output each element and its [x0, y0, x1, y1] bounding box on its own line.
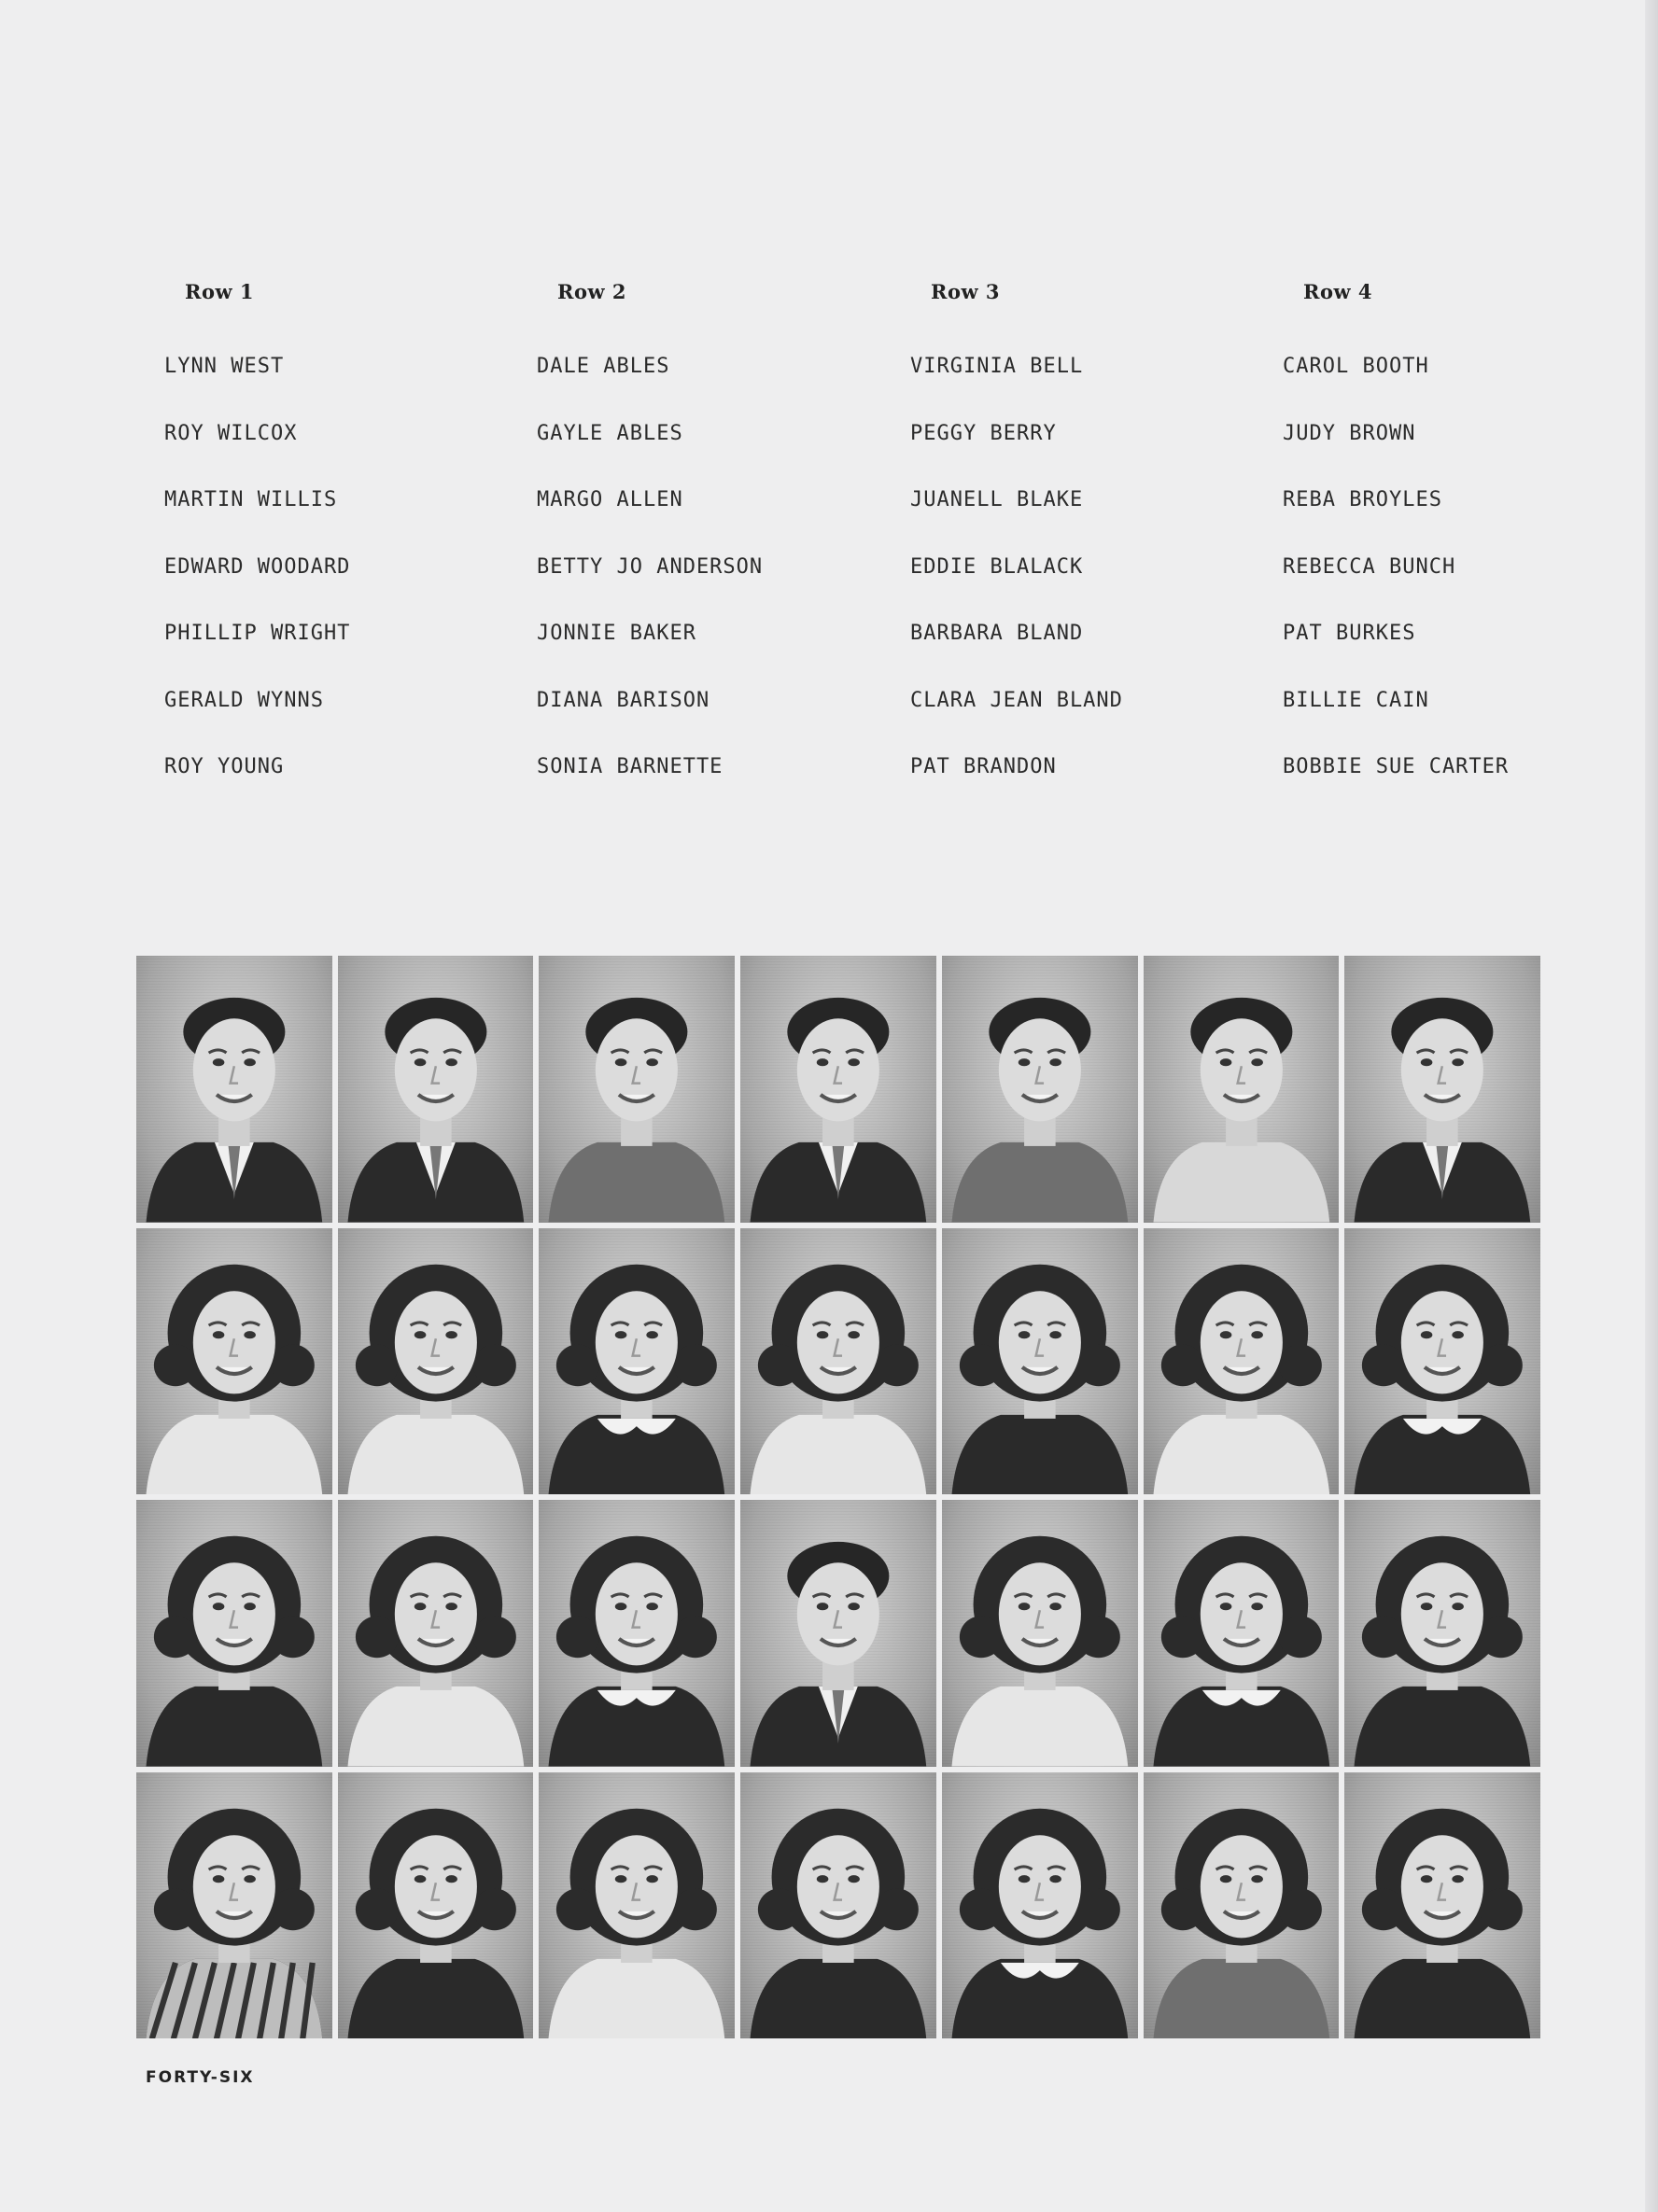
- portrait-silhouette: [1344, 956, 1540, 1223]
- student-name: ROY YOUNG: [164, 755, 285, 778]
- student-name: DALE ABLES: [537, 355, 670, 378]
- student-portrait: [942, 956, 1138, 1223]
- portrait-silhouette: [338, 1772, 534, 2039]
- student-portrait: [539, 1772, 735, 2039]
- student-portrait: [740, 1500, 936, 1767]
- portrait-silhouette: [942, 1500, 1138, 1767]
- student-name: DIANA BARISON: [537, 688, 710, 712]
- student-portrait: [338, 956, 534, 1223]
- student-portrait: [338, 1500, 534, 1767]
- portrait-grid: [136, 956, 1540, 2038]
- student-portrait: [942, 1500, 1138, 1767]
- portrait-silhouette: [942, 956, 1138, 1223]
- row-heading: Row 2: [557, 280, 626, 303]
- student-name: BARBARA BLAND: [910, 622, 1084, 645]
- student-portrait: [942, 1228, 1138, 1495]
- student-name: VIRGINIA BELL: [910, 355, 1084, 378]
- portrait-silhouette: [740, 1500, 936, 1767]
- portrait-silhouette: [1144, 1500, 1340, 1767]
- student-name: BOBBIE SUE CARTER: [1283, 755, 1510, 778]
- student-portrait: [136, 956, 332, 1223]
- portrait-silhouette: [539, 1228, 735, 1495]
- student-portrait: [539, 1228, 735, 1495]
- student-portrait: [338, 1228, 534, 1495]
- student-name: PEGGY BERRY: [910, 421, 1057, 445]
- student-portrait: [1344, 1500, 1540, 1767]
- student-portrait: [1344, 956, 1540, 1223]
- student-portrait: [539, 956, 735, 1223]
- student-portrait: [740, 1772, 936, 2039]
- student-name: ROY WILCOX: [164, 421, 298, 445]
- portrait-silhouette: [338, 956, 534, 1223]
- student-name: MARTIN WILLIS: [164, 488, 338, 511]
- student-portrait: [1344, 1228, 1540, 1495]
- student-portrait: [942, 1772, 1138, 2039]
- portrait-silhouette: [942, 1772, 1138, 2039]
- student-name: GAYLE ABLES: [537, 421, 683, 445]
- portrait-silhouette: [136, 956, 332, 1223]
- student-name: CAROL BOOTH: [1283, 355, 1429, 378]
- student-name: GERALD WYNNS: [164, 688, 324, 712]
- portrait-silhouette: [136, 1500, 332, 1767]
- portrait-silhouette: [136, 1772, 332, 2039]
- student-name: EDWARD WOODARD: [164, 554, 351, 579]
- page-number: FORTY-SIX: [146, 2068, 255, 2087]
- student-portrait: [338, 1772, 534, 2039]
- student-name: CLARA JEAN BLAND: [910, 688, 1123, 712]
- portrait-silhouette: [1344, 1228, 1540, 1495]
- student-name: PHILLIP WRIGHT: [164, 622, 351, 645]
- portrait-silhouette: [1344, 1772, 1540, 2039]
- student-portrait: [740, 1228, 936, 1495]
- student-name: LYNN WEST: [164, 355, 285, 378]
- student-portrait: [136, 1500, 332, 1767]
- portrait-silhouette: [338, 1500, 534, 1767]
- row-heading: Row 1: [185, 280, 254, 303]
- student-name: REBA BROYLES: [1283, 488, 1442, 511]
- student-name: JUDY BROWN: [1283, 421, 1416, 445]
- student-portrait: [1144, 1772, 1340, 2039]
- student-portrait: [136, 1772, 332, 2039]
- student-portrait: [1144, 1500, 1340, 1767]
- student-name: EDDIE BLALACK: [910, 554, 1084, 579]
- roster-list: [0, 0, 1658, 840]
- student-name: PAT BURKES: [1283, 622, 1416, 645]
- portrait-silhouette: [740, 1228, 936, 1495]
- portrait-silhouette: [942, 1228, 1138, 1495]
- student-name: MARGO ALLEN: [537, 488, 683, 511]
- portrait-silhouette: [136, 1228, 332, 1495]
- portrait-silhouette: [539, 1772, 735, 2039]
- portrait-silhouette: [740, 1772, 936, 2039]
- student-name: REBECCA BUNCH: [1283, 554, 1456, 579]
- student-portrait: [1344, 1772, 1540, 2039]
- student-name: JUANELL BLAKE: [910, 488, 1084, 511]
- student-portrait: [740, 956, 936, 1223]
- row-heading: Row 3: [931, 280, 1000, 303]
- portrait-silhouette: [1144, 1772, 1340, 2039]
- student-portrait: [539, 1500, 735, 1767]
- student-name: PAT BRANDON: [910, 755, 1057, 778]
- portrait-silhouette: [1144, 1228, 1340, 1495]
- student-name: BILLIE CAIN: [1283, 688, 1429, 712]
- student-name: SONIA BARNETTE: [537, 755, 724, 778]
- student-portrait: [136, 1228, 332, 1495]
- portrait-silhouette: [740, 956, 936, 1223]
- portrait-silhouette: [1344, 1500, 1540, 1767]
- portrait-silhouette: [338, 1228, 534, 1495]
- student-portrait: [1144, 956, 1340, 1223]
- student-name: JONNIE BAKER: [537, 622, 696, 645]
- row-heading: Row 4: [1303, 280, 1372, 303]
- portrait-silhouette: [1144, 956, 1340, 1223]
- portrait-silhouette: [539, 1500, 735, 1767]
- student-portrait: [1144, 1228, 1340, 1495]
- student-name: BETTY JO ANDERSON: [537, 554, 764, 579]
- portrait-silhouette: [539, 956, 735, 1223]
